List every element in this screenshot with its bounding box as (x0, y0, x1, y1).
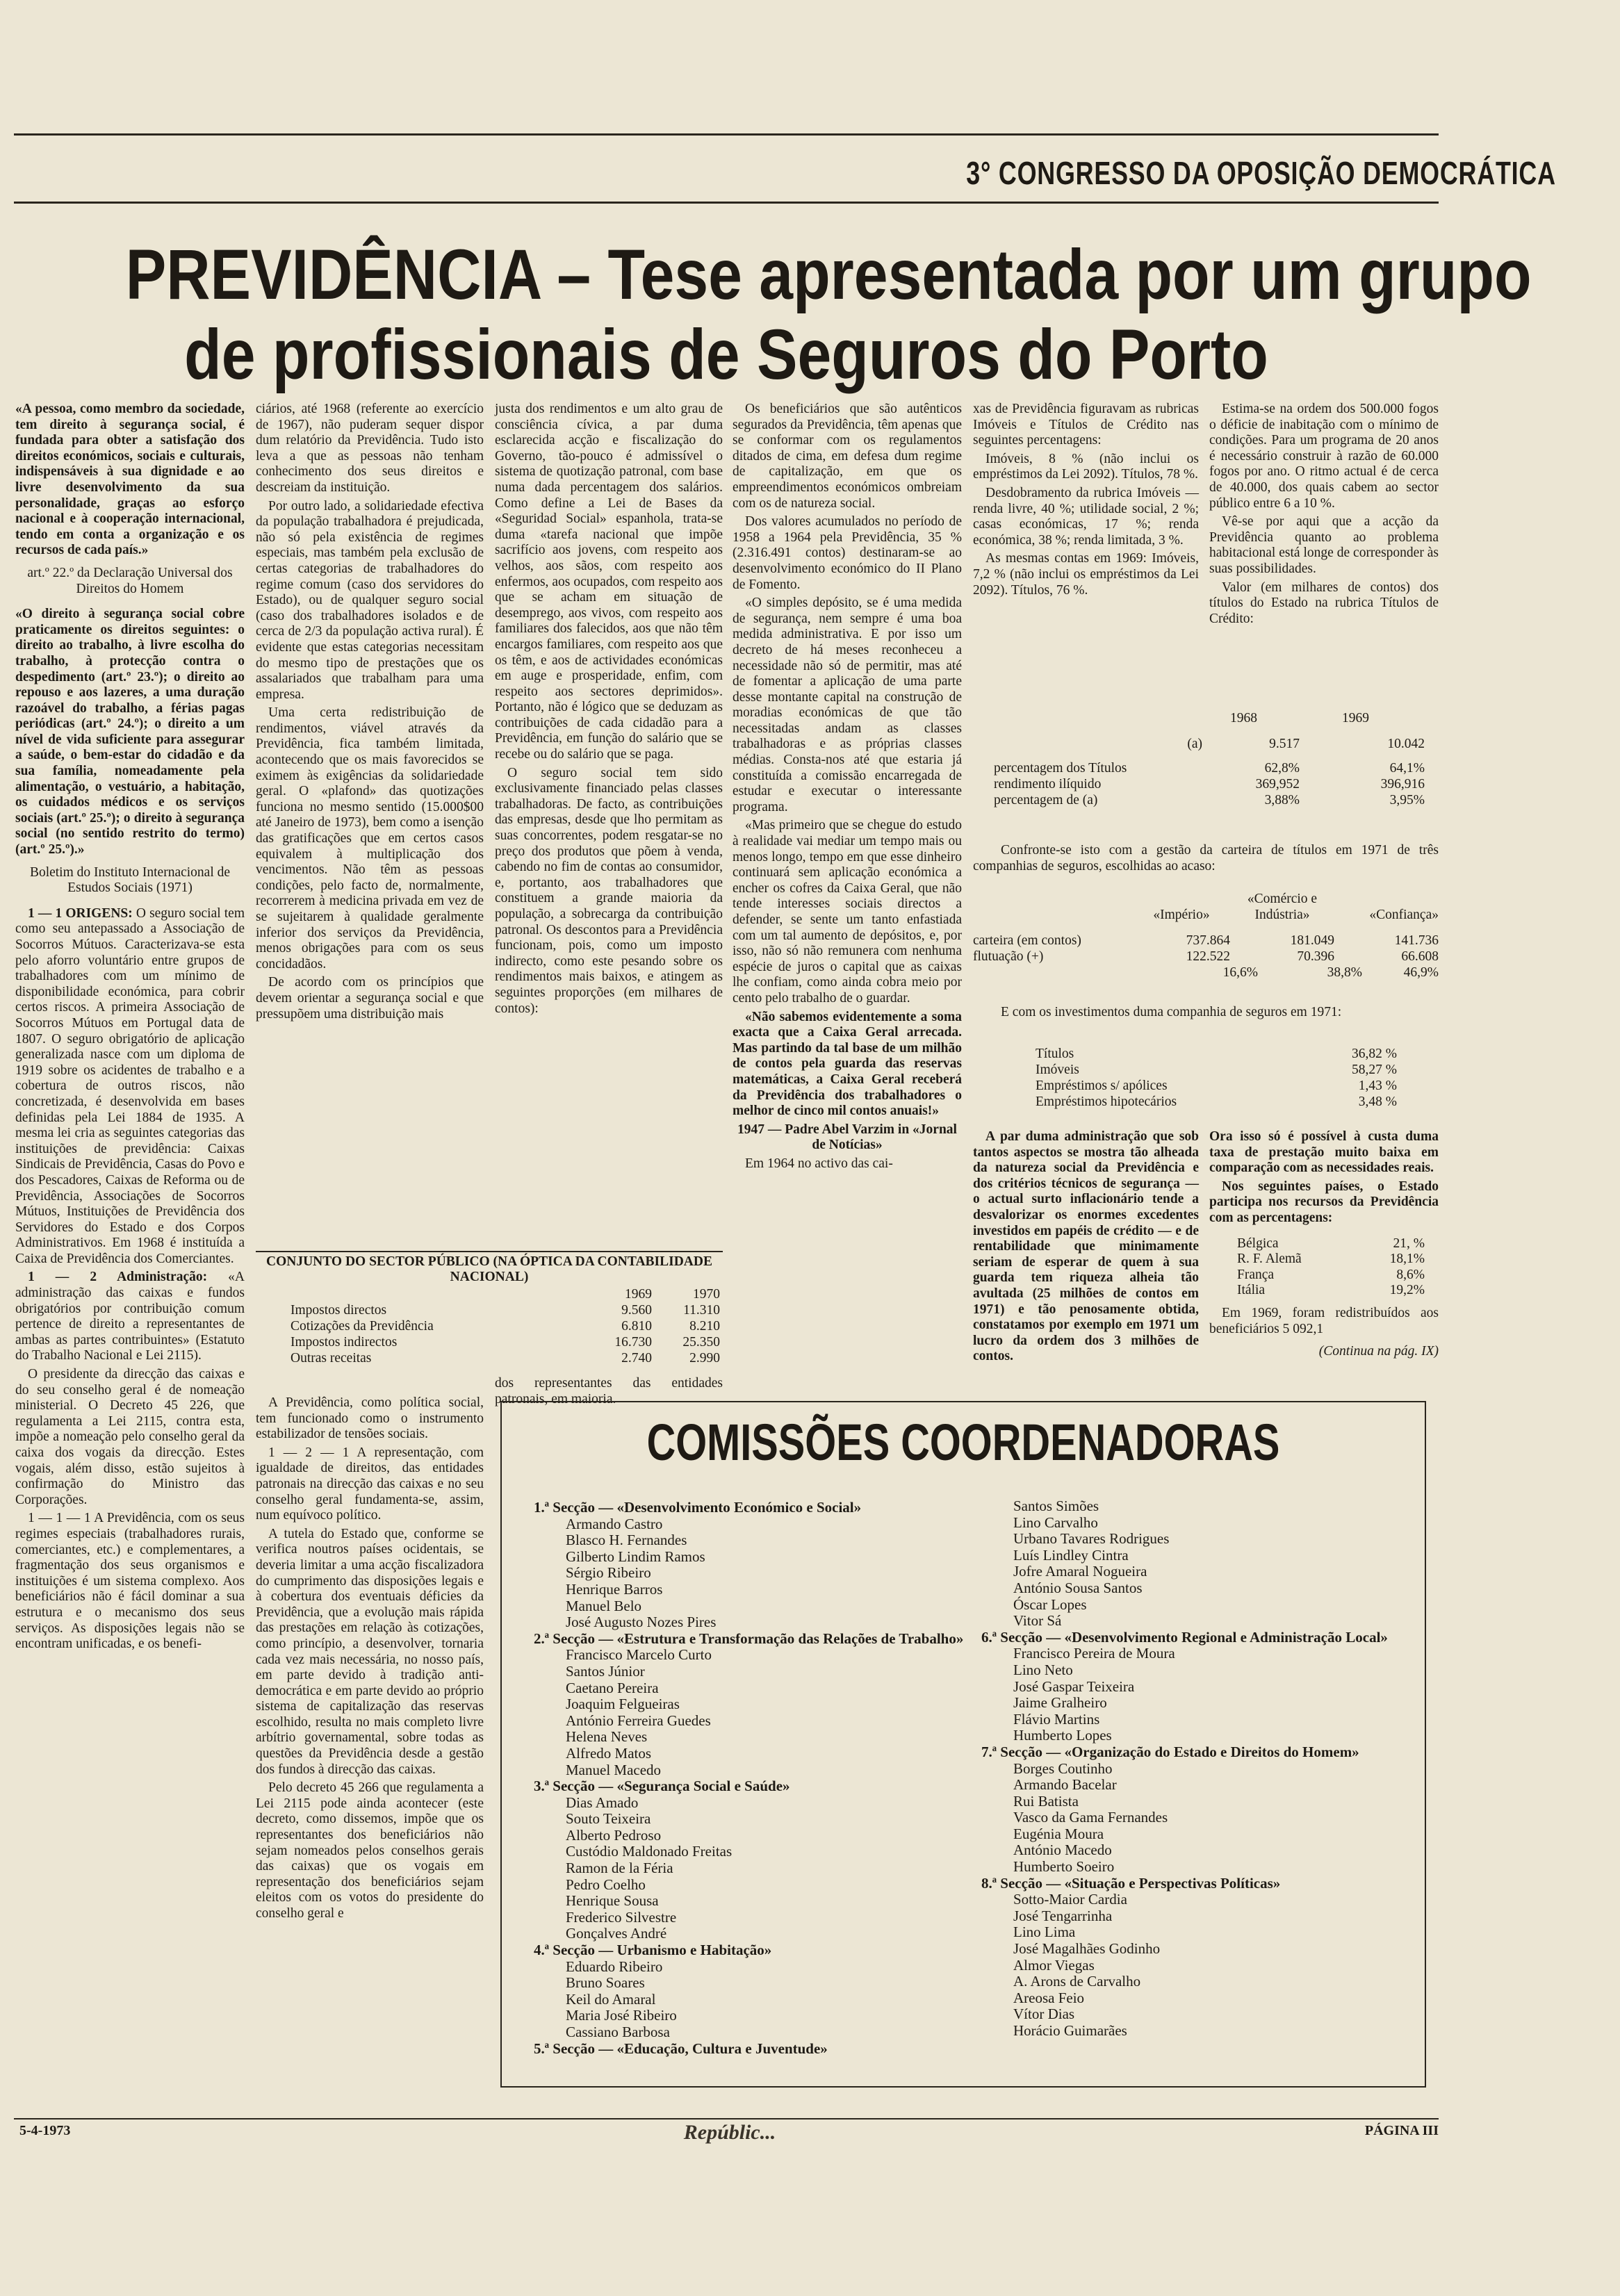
commission-member: Jaime Gralheiro (1013, 1694, 1107, 1712)
table1-cell: 9.560 (621, 1303, 652, 1318)
table1-label: Impostos directos (291, 1303, 387, 1318)
paragraph-origins (15, 906, 245, 1268)
table-row (973, 949, 1439, 965)
table-row (256, 1318, 723, 1334)
commission-member: Lino Carvalho (1013, 1514, 1098, 1531)
paragraph-president: O presidente da direcção das caixas e do seu conselho geral é de nomeação ministerial. O Decreto 45 226, que regulamenta a Lei 2115, contra esta, impõe a nomeação pelo conselho geral da caixa dos vogais da direcção. Estes vogais, além disso, estão sujeitos à confirmação do Ministro das Corporações. (15, 1367, 245, 1507)
paragraph-c2-7: A tutela do Estado que, conforme se verifica noutros países ocidentais, se deveria limitar a uma acção fiscalizadora do cumprimento das disposições legais e à cobertura dos eventuais déficies da Previdência, que a evolução mais rápida das prestações em relação às cotizações, como princípio, a desenvolver, tornaria cada vez mais necessária, no nosso país, em parte devido à tradição anti-democrática e em parte devido ao próprio sistema de capitalização das reservas escolhido, resulta no mais completo livre arbítrio governamental, sobre todas as questões da Previdência desde a gestão dos fundos à direcção das caixas. (256, 1526, 484, 1777)
commission-member: Henrique Sousa (566, 1892, 659, 1910)
commission-member: Óscar Lopes (1013, 1596, 1087, 1613)
table2-cell: 369,952 (1255, 777, 1300, 792)
table4-label: Empréstimos hipotecários (1036, 1094, 1177, 1109)
commission-member: Sérgio Ribeiro (566, 1564, 651, 1582)
commission-member: Pedro Coelho (566, 1876, 646, 1893)
table4-cell: 58,27 % (1352, 1063, 1397, 1077)
paragraph-c3-2: O seguro social tem sido exclusivamente financiado pelas classes trabalhadoras. De facto, as contribuições das empresas, desde que lho permitam as suas concorrentes, podem resgatar-se no preço dos produtos que põem à venda, cabendo no fim de contas ao consumidor, e, portanto, aos trabalhadores que constituem a grande maioria da população, a sobrecarga da contribuição patronal. Os descontos para a Previdência funcionam, pois, como um imposto indirecto, como este pesando sobre os rendimentos mais baixos, e atingem as seguintes proporções (em milhares de contos): (495, 765, 723, 1016)
list-item (1237, 1268, 1425, 1284)
country-list (1209, 1229, 1439, 1306)
commission-member: Luís Lindley Cintra (1013, 1546, 1129, 1564)
commission-member: Vítor Dias (1013, 2006, 1075, 2023)
table1-label: Outras receitas (291, 1351, 372, 1366)
public-sector-table (256, 1254, 723, 1366)
table4-cell: 36,82 % (1352, 1047, 1397, 1061)
headline-line-2: de profissionais de Seguros do Porto (184, 315, 1268, 394)
table2-cell: 3,95% (1389, 793, 1425, 807)
commission-member: Armando Castro (566, 1515, 663, 1532)
commission-member: Borges Coutinho (1013, 1760, 1113, 1777)
commission-member: Almor Viegas (1013, 1956, 1095, 1974)
commission-member: Santos Simões (1013, 1498, 1099, 1514)
commission-member: Sotto-Maior Cardia (1013, 1891, 1127, 1908)
country-name: Itália (1237, 1283, 1266, 1298)
top-rule (14, 133, 1439, 136)
table4-label: Imóveis (1036, 1063, 1079, 1077)
paragraph-c5-5: A par duma administração que sob tantos aspectos se mostra tão alheada da natureza social da Previdência e dos critérios técnicos de segurança — o actual surto inflacionário tende a desvalorizar os enormes excedentes investidos em papéis de crédito — e de rentabilidade que minimamente seriam de esperar de quem à sua guarda tem riqueza alheia tão avultada (25 milhões de contos em 1971) e tão penosamente obtida, constatamos por exemplo em 1971 um lucro da ordem dos 3 milhões de contos. (973, 1129, 1199, 1364)
table-row (256, 1302, 723, 1318)
list-item (1237, 1252, 1425, 1268)
commission-member: Humberto Soeiro (1013, 1858, 1115, 1876)
table1-year-2: 1970 (693, 1287, 720, 1302)
commissions-box (500, 1401, 1426, 2088)
list-item (1237, 1283, 1425, 1299)
commission-member: José Magalhães Godinho (1013, 1940, 1161, 1958)
commission-member: Flávio Martins (1013, 1710, 1100, 1728)
commission-member: Frederico Silvestre (566, 1908, 677, 1926)
paragraph-c5-3: Desdobramento da rubrica Imóveis — renda livre, 40 %; utilidade social, 2 %; casas económicas, 17 %; renda económica, 38 %; renda limitada, 3 %. (973, 485, 1199, 548)
table4-label: Títulos (1036, 1047, 1074, 1061)
table3-cell: 70.396 (1297, 949, 1334, 964)
country-value: 18,1% (1389, 1252, 1425, 1267)
commission-member: António Sousa Santos (1013, 1579, 1143, 1596)
commission-member: Rui Batista (1013, 1792, 1079, 1810)
table3-cell: 46,9% (1403, 965, 1439, 980)
table-row (1036, 1062, 1397, 1078)
table3-cell: 141.736 (1394, 933, 1439, 948)
commission-section-title: 5.ª Secção — «Educação, Cultura e Juventude» (534, 2040, 828, 2057)
table1-label: Impostos indirectos (291, 1335, 398, 1350)
footer-date: 5-4-1973 (19, 2123, 71, 2138)
text-administration: «A administração das caixas e fundos obrigatórios por contribuição comum pertence de direito a representantes de ambas as partes contribuintes» (Estatuto do Trabalho Nacional e Lei 2115). (15, 1270, 245, 1363)
table2-cell: 10.042 (1387, 737, 1425, 751)
commission-member: Areosa Feio (1013, 1989, 1085, 2006)
commission-member: Humberto Lopes (1013, 1727, 1112, 1744)
footer-rule (14, 2118, 1439, 2119)
table2-label: percentagem de (a) (994, 793, 1098, 807)
country-name: França (1237, 1267, 1275, 1282)
column-6 (1209, 402, 1439, 630)
headline-line-1: PREVIDÊNCIA – Tese apresentada por um grupo (125, 235, 1532, 314)
paragraph-c6-5: Nos seguintes países, o Estado participa nos recursos da Previdência com as percentagens: (1209, 1179, 1439, 1225)
table3-cell: 66.608 (1401, 949, 1439, 964)
quote-declaration: «A pessoa, como membro da sociedade, tem direito à segurança social, é fundada para obter a satisfação dos direitos económicos, sociais e culturais, indispensáveis à sua dignidade e ao livre desenvolvimento da sua personalidade, graças ao esforço nacional e à cooperação internacional, tendo em conta a organização e os recursos de cada país.» (15, 402, 245, 558)
investments-paragraph: E com os investimentos duma companhia de seguros em 1971: (1001, 1005, 1342, 1019)
table1-cell: 8.210 (689, 1319, 720, 1334)
paragraph-c2-5: A Previdência, como política social, tem funcionado como o instrumento estabilizador de tensões sociais. (256, 1395, 484, 1442)
commission-member: António Ferreira Guedes (566, 1712, 711, 1729)
column-5 (973, 402, 1199, 601)
commission-member: José Tengarrinha (1013, 1907, 1113, 1924)
commission-member: Alfredo Matos (566, 1744, 652, 1762)
table1-cell: 16.730 (614, 1335, 652, 1350)
paragraph-c5-1: xas de Previdência figuravam as rubricas Imóveis e Títulos de Crédito nas seguintes percentagens: (973, 402, 1199, 448)
table3-cell: 16,6% (1222, 965, 1258, 980)
commission-member: José Gaspar Teixeira (1013, 1678, 1135, 1695)
table2-cell: 9.517 (1269, 737, 1300, 751)
table-row (973, 933, 1439, 949)
commission-member: Blasco H. Fernandes (566, 1532, 687, 1549)
table2-label: (a) (1187, 737, 1202, 751)
table4-cell: 1,43 % (1358, 1079, 1397, 1093)
commission-section-title: 6.ª Secção — «Desenvolvimento Regional e Administração Local» (981, 1628, 1388, 1646)
footer-masthead: Repúblic... (683, 2121, 776, 2144)
commission-member: Lino Lima (1013, 1924, 1076, 1941)
column-6-lower (1209, 1129, 1439, 1363)
table3-cell: 181.049 (1290, 933, 1334, 948)
header-rule (14, 202, 1439, 204)
table3-header (973, 891, 1439, 923)
table-row (1036, 1078, 1397, 1094)
paragraph-c4-1: Os beneficiários que são autênticos segurados da Previdência, têm apenas que se conformar com os regulamentos ditados de cima, em defesa dum regime de capitalização, em que os empreendimentos económicos ombreiam com os de natureza social. (733, 402, 962, 511)
paragraph-c6-6: Em 1969, foram redistribuídos aos beneficiários 5 092,1 (1209, 1305, 1439, 1336)
paragraph-previdencia (15, 1511, 245, 1652)
commission-member: Armando Bacelar (1013, 1776, 1117, 1794)
commission-section-title: 4.ª Secção — Urbanismo e Habitação» (534, 1942, 772, 1959)
table-row (1036, 1094, 1397, 1110)
column-1 (15, 402, 245, 1655)
table1-cell: 2.990 (689, 1351, 720, 1366)
commission-member: Francisco Marcelo Curto (566, 1646, 712, 1664)
commission-member: Manuel Macedo (566, 1761, 662, 1778)
commission-member: Cassiano Barbosa (566, 2024, 670, 2040)
paragraph-c6-1: Estima-se na ordem dos 500.000 fogos o déficie de inabitação com o mínimo de condições. Para um programa de 20 anos é necessário construir à razão de 60.000 fogos por ano. O ritmo actual é de cerca de 40.000, dos quais cabem ao sector público entre 6 a 10 %. (1209, 402, 1439, 511)
commission-section-title: 1.ª Secção — «Desenvolvimento Económico e Social» (534, 1499, 862, 1516)
table-row (256, 1350, 723, 1366)
commission-member: Eduardo Ribeiro (566, 1958, 663, 1975)
text-origins: O seguro social tem como seu antepassado a Associação de Socorros Mútuos. Caracterizava-se esta pelo aforro voluntário entre grupos de trabalhadores com um mínimo de disponibilidade económica, para cobrir certos riscos. A primeira Associação de Socorros Mútuos em Portugal data de 1807. O seguro obrigatório de aplicação generalizada nasce com um diploma de 1919 sobre os acidentes de trabalho e a cobertura de outros riscos, não concretizada, é desenvolvida em bases definidas pela Lei 1884 de 1935. A mesma lei cria as seguintes categorias das instituições de previdência: Caixas Sindicais de Previdência, Casas do Povo e dos Pescadores, Caixas de Reforma ou de Previdência, Associações de Socorros Mútuos, Instituições de Previdência dos Servidores do Estado e dos Corpos Administrativos. Em 1968 é instituída a Caixa de Previdência dos Comerciantes. (15, 905, 245, 1266)
commission-member: Lino Neto (1013, 1661, 1073, 1678)
companies-table (973, 891, 1439, 981)
commission-member: A. Arons de Carvalho (1013, 1973, 1141, 1990)
commission-member: Jofre Amaral Nogueira (1013, 1563, 1147, 1580)
table4-cell: 3,48 % (1358, 1094, 1397, 1109)
country-value: 19,2% (1389, 1283, 1425, 1298)
table3-cell: 122.522 (1186, 949, 1230, 964)
table3-percent-row (973, 965, 1439, 981)
quote-bulletin: «O direito à segurança social cobre praticamente os direitos seguintes: o direito ao trabalho, à livre escolha do trabalho, à protecção contra o despedimento (art.º 23.º); o direito ao repouso e aos lazeres, a uma duração razoável do trabalho, a férias pagas periódicas (art.º 24.º); o direito a um nível de vida suficiente para assegurar a saúde, o bem-estar do cidadão e da sua família, nomeadamente pela alimentação, o vestuário, a habitação, os cuidados médicos e os serviços sociais (art.º 25.º); o direito à segurança social (no sentido restrito do termo) (art.º 25.º).» (15, 607, 245, 858)
table-row (973, 760, 1439, 776)
table1-cell: 6.810 (621, 1319, 652, 1334)
paragraph-c3-1: justa dos rendimentos e um alto grau de consciência cívica, a par duma esclarecida acção e fiscalização do Governo, tão-pouco é admissível o sistema de quotização patronal, com base numa dada percentagem dos salários. Como define a Lei de Bases da «Seguridad Social» espanhola, trata-se duma «tarefa nacional que impõe sacrifício aos jovens, com respeito aos velhos, aos sãos, com respeito aos enfermos, aos ocupados, com respeito aos que se acham em situação de desemprego, aos vivos, com respeito aos familiares dos falecidos, aos que não têm encargos familiares, com respeito aos que os têm, e aos de actividades económicas em auge e prosperidade, enfim, com respeito aos sectores deprimidos». Portanto, não é lógico que se deduzam as contribuições de cada cidadão para a Previdência, em função do salário que se recebe ou do salário que se paga. (495, 402, 723, 762)
table1-cell: 11.310 (683, 1303, 720, 1318)
commission-member: Francisco Pereira de Moura (1013, 1645, 1175, 1662)
commission-section-title: 3.ª Secção — «Segurança Social e Saúde» (534, 1778, 790, 1795)
table2-row-a (973, 736, 1439, 752)
subhead-administration: 1 — 2 Administração: (28, 1270, 208, 1285)
table-row (256, 1334, 723, 1350)
country-value: 8,6% (1396, 1267, 1425, 1282)
table2-cell: 64,1% (1389, 761, 1425, 776)
column-5-lower (973, 1129, 1199, 1368)
paragraph-c5-2: Imóveis, 8 % (não inclui os empréstimos da Lei 2092). Títulos, 78 %. (973, 451, 1199, 482)
table1-cell: 2.740 (621, 1351, 652, 1366)
commissions-left (534, 1500, 979, 2057)
continued-note: (Continua na pág. IX) (1318, 1344, 1439, 1359)
table1-top-rule (256, 1251, 723, 1252)
table4-label: Empréstimos s/ apólices (1036, 1079, 1168, 1093)
table2-cell: 62,8% (1264, 761, 1300, 776)
country-name: Bélgica (1237, 1236, 1279, 1251)
table3-cell: 737.864 (1186, 933, 1230, 948)
table1-title: CONJUNTO DO SECTOR PÚBLICO (NA ÓPTICA DA CONTABILIDADE NACIONAL) (266, 1254, 712, 1284)
commission-section-title: 2.ª Secção — «Estrutura e Transformação das Relações de Trabalho» (534, 1630, 964, 1647)
paragraph-c6-2: Vê-se por aqui que a acção da Previdência quanto ao problema habitacional está longe de corresponder às suas possibilidades. (1209, 514, 1439, 576)
commission-member: Caetano Pereira (566, 1679, 659, 1696)
text-previdencia: com os seus regimes especiais (trabalhadores rurais, comerciantes, etc.) e complementares, a fragmentação dos seus organismos e instituições é um sistema complexo. Aos beneficiários não é fácil dominar a sua estrutura e o mecanismo dos seus serviços. As disposições legais não se encontram unificadas, e os benefi- (15, 1511, 245, 1652)
column-2-lower (256, 1395, 484, 1925)
commission-member: António Macedo (1013, 1842, 1112, 1859)
table1-label: Cotizações da Previdência (291, 1319, 434, 1334)
table2-year: 1969 (1342, 711, 1369, 725)
paragraph-c4-6: Em 1964 no activo das cai- (745, 1156, 893, 1171)
table2-cell: 3,88% (1264, 793, 1300, 807)
paragraph-c2-3: Uma certa redistribuição de rendimentos, viável através da Previdência, fica também limitada, acontecendo que os mais favorecidos se eximem às exigências da solidariedade geral. O «plafond» das quotizações funciona no mesmo sentido (15.000$00 até Janeiro de 1973), bem como a isenção das gratificações que em certos casos equivalem à multiplicação dos vencimentos. Não têm as pessoas condições, pelo facto de, normalmente, recorrerem à medicina privada em vez de se sujeitarem à qualidade geralmente inferior dos serviços da Previdência, menos obrigações para com os seus concidadãos. (256, 705, 484, 971)
paragraph-c2-8: Pelo decreto 45 266 que regulamenta a Lei 2115 pode ainda acontecer (este decreto, como dissemos, impõe que os representantes dos beneficiários não sejam nomeados pelos conselhos gerais das caixas) que os vogais em representação dos beneficiários sejam eleitos com os votos do presidente do conselho geral e (256, 1780, 484, 1921)
country-value: 21, % (1393, 1236, 1425, 1251)
commission-member: Souto Teixeira (566, 1810, 651, 1828)
comparison-paragraph: Confronte-se isto com a gestão da carteira de títulos em 1971 de três companhias de seguros, escolhidas ao acaso: (973, 843, 1439, 874)
commission-member: Vasco da Gama Fernandes (1013, 1809, 1168, 1826)
commission-member: Helena Neves (566, 1728, 648, 1746)
commission-member: Horácio Guimarães (1013, 2022, 1127, 2039)
list-item (1237, 1236, 1425, 1252)
column-3 (495, 402, 723, 1019)
table3-label: carteira (em contos) (973, 933, 1081, 948)
commission-member: Alberto Pedroso (566, 1826, 662, 1844)
table-row (973, 792, 1439, 808)
cite-bulletin: Boletim do Instituto Internacional de Estudos Sociais (1971) (29, 864, 231, 896)
country-name: R. F. Alemã (1237, 1252, 1302, 1267)
signature-varzim: 1947 — Padre Abel Varzim in «Jornal de Notícias» (737, 1122, 957, 1153)
column-2 (256, 402, 484, 1025)
commission-member: Ramon de la Féria (566, 1860, 673, 1877)
commission-member: Eugénia Moura (1013, 1825, 1104, 1842)
table3-header-imperio: «Império» (1153, 908, 1210, 922)
paragraph-c3-3: dos representantes das entidades patronais, em maioria. (495, 1376, 723, 1407)
table3-header-comercio: «Comércio e Indústria» (1247, 892, 1318, 922)
commission-member: Bruno Soares (566, 1974, 645, 1992)
commission-member: José Augusto Nozes Pires (566, 1614, 717, 1631)
commission-section-title: 7.ª Secção — «Organização do Estado e Direitos do Homem» (981, 1743, 1359, 1760)
table3-label: flutuação (+) (973, 949, 1044, 964)
commission-member: Dias Amado (566, 1794, 639, 1811)
footer-page-number: PÁGINA III (1364, 2123, 1439, 2138)
text-representation: A representação, com igualdade de direitos, das entidades patronais na direcção das caixas e no seu conselho geral fundamenta-se, assim, num equívoco político. (256, 1445, 484, 1523)
paragraph-c5-4: As mesmas contas em 1969: Imóveis, 7,2 % (não inclui os empréstimos da Lei 2092). Títulos, 76 %. (973, 551, 1199, 598)
paragraph-c4-3: «O simples depósito, se é uma medida de segurança, nem sempre é uma boa medida administrativa. E por isso um decreto de há meses reconheceu a necessidade não só de permitir, mas até de fomentar a aplicação de uma parte desse montante capital na construção de moradias económicas de que tão necessitadas andam as classes trabalhadoras e as próprias classes médias. Consta-nos até que estaria já constituída a comissão encarregada de estudar e executar o interessante programa. (733, 596, 962, 814)
commission-member: Gonçalves André (566, 1925, 667, 1942)
paragraph-c4-5: «Não sabemos evidentemente a soma exacta que a Caixa Geral arrecada. Mas partindo da tal base de um milhão de contos pela guarda das reservas matemáticas, a Caixa Geral receberá da Previdência dos trabalhadores o melhor de cinco mil contos anuais!» (733, 1009, 962, 1119)
titles-table (973, 710, 1439, 808)
paragraph-c2-1: ciários, até 1968 (referente ao exercício de 1967), não puderam sequer dispor dum relatório da Previdência. Tudo isto leva a que as pessoas não tenham conhecimento dos seus direitos e descreiam da instituição. (256, 402, 484, 495)
table3-header-confianca: «Confiança» (1369, 908, 1439, 922)
table2-year: 1968 (1230, 711, 1257, 725)
table2-label: percentagem dos Títulos (994, 761, 1127, 776)
commission-member: Vitor Sá (1013, 1612, 1062, 1630)
paragraph-c4-2: Dos valores acumulados no período de 1958 a 1964 pela Previdência, 35 % (2.316.491 contos) destinaram-se ao desenvolvimento económico do II Plano de Fomento. (733, 514, 962, 592)
commission-member: Joaquim Felgueiras (566, 1696, 680, 1713)
cite-declaration: art.º 22.º da Declaração Universal dos Direitos do Homem (27, 565, 233, 596)
table3-cell: 38,8% (1327, 965, 1362, 980)
subhead-previdencia: 1 — 1 — 1 A Previdência, (28, 1511, 174, 1526)
paragraph-c2-4: De acordo com os princípios que devem orientar a segurança social e que pressupõem uma distribuição mais (256, 975, 484, 1022)
subhead-origins: 1 — 1 ORIGENS: (28, 905, 133, 921)
table1-year-1: 1969 (625, 1287, 652, 1302)
commission-member: Henrique Barros (566, 1580, 663, 1598)
paragraph-c6-4: Ora isso só é possível à custa duma taxa de prestação muito baixa em comparação com as necessidades reais. (1209, 1129, 1439, 1176)
table2-years (973, 710, 1369, 726)
commission-section-title: 8.ª Secção — «Situação e Perspectivas Políticas» (981, 1874, 1281, 1892)
commission-member: Urbano Tavares Rodrigues (1013, 1530, 1170, 1548)
paragraph-c4-4: «Mas primeiro que se chegue do estudo à realidade vai mediar um tempo mais ou menos longo, tempo em que esse dinheiro continuará sem aplicação económica a encher os cofres da Caixa Geral, que não tende interesses sociais directos a defender, se sente um tanto enfastiada com um tal aumento de depósitos, e, por isso, não só não remunera com nenhuma espécie de juros o capital que as caixas lhe confiam, como ainda cobra meio por cento pelo trabalho de o guardar. (733, 818, 962, 1006)
table2-label: rendimento ilíquido (994, 777, 1102, 792)
column-4 (733, 402, 962, 1175)
commission-member: Maria José Ribeiro (566, 2007, 677, 2024)
commission-member: Santos Júnior (566, 1662, 645, 1680)
commission-member: Gilberto Lindim Ramos (566, 1548, 705, 1565)
commissions-right (981, 1498, 1412, 2040)
table1-cell: 25.350 (682, 1335, 720, 1350)
commission-member: Manuel Belo (566, 1597, 642, 1614)
table2-cell: 396,916 (1380, 777, 1425, 792)
paragraph-administration (15, 1270, 245, 1364)
commission-member: Custódio Maldonado Freitas (566, 1843, 733, 1860)
paragraph-c2-2: Por outro lado, a solidariedade efectiva da população trabalhadora é prejudicada, não só pela existência de regimes especiais, mas também pela exclusão de certas categorias de trabalhadores do regime comum (caso dos servidores do Estado), ou de qualquer seguro social (caso dos trabalhadores isolados e de cerca de 2/3 da população activa rural). É evidente que estas categorias necessitam do mesmo tipo de prestações que os assalariados que trabalham para uma empresa. (256, 498, 484, 702)
subhead-representation: 1 — 2 — 1 (268, 1445, 350, 1460)
paragraph-c2-6 (256, 1445, 484, 1524)
commission-member: Keil do Amaral (566, 1990, 656, 2008)
section-kicker: 3° CONGRESSO DA OPOSIÇÃO DEMOCRÁTICA (966, 155, 1556, 191)
investments-table (1036, 1046, 1397, 1110)
table-row (1036, 1046, 1397, 1062)
commissions-title: COMISSÕES COORDENADORAS (646, 1413, 1280, 1471)
table-row (973, 776, 1439, 792)
paragraph-c6-3: Valor (em milhares de contos) dos títulos do Estado na rubrica Títulos de Crédito: (1209, 580, 1439, 626)
